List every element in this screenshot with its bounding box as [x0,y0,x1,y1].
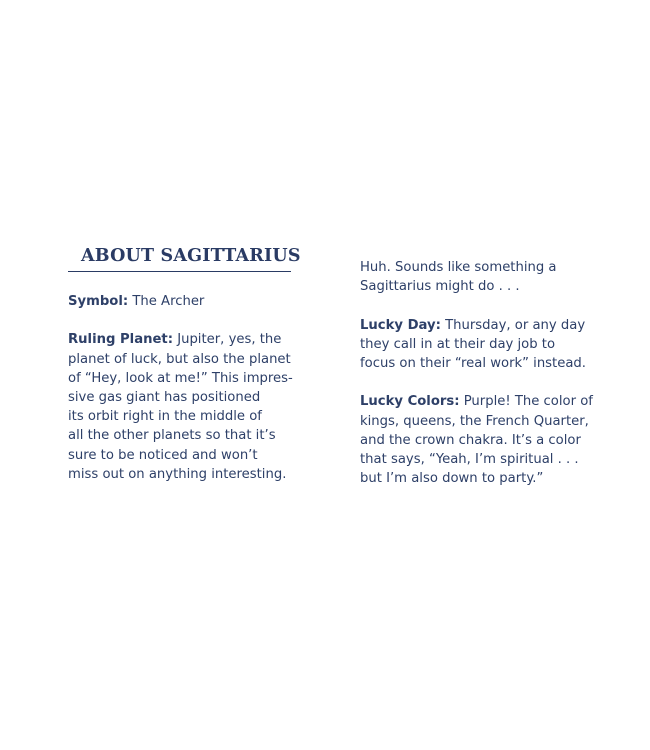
lucky-colors-line: that says, “Yeah, I’m spiritual . . . [360,452,579,467]
ruling-planet-line: all the other planets so that it’s [68,428,276,444]
ruling-planet-line: of “Hey, look at me!” This impres- [68,370,293,386]
lucky-day-label: Lucky Day: [360,317,441,333]
lucky-colors-line [360,392,600,411]
continuation-paragraph [360,258,600,296]
ruling-planet-line: planet of luck, but also the planet [68,351,291,367]
ruling-planet-paragraph [68,330,300,484]
symbol-text: The Archer [128,294,205,309]
symbol-line [68,292,300,311]
ruling-planet-line: sive gas giant has positioned [68,390,261,405]
ruling-planet-line: miss out on anything interesting. [68,466,287,482]
ruling-planet-text: Jupiter, yes, the [173,332,282,348]
lucky-day-line [360,316,600,335]
lucky-colors-line: kings, queens, the French Quarter, [360,413,589,429]
symbol-label: Symbol: [68,294,129,309]
continuation-line: Huh. Sounds like something a [360,260,557,275]
lucky-day-line: focus on their “real work” instead. [360,356,586,371]
ruling-planet-line [68,330,300,349]
symbol-paragraph [68,292,300,311]
right-column [360,258,600,508]
lucky-day-paragraph [360,316,600,374]
ruling-planet-line: its orbit right in the middle of [68,409,262,425]
lucky-colors-paragraph [360,392,600,488]
left-column [68,292,300,503]
continuation-line: Sagittarius might do . . . [360,279,520,295]
lucky-day-text: Thursday, or any day [440,317,586,333]
heading-underline [68,271,291,272]
lucky-colors-line: but I’m also down to party.” [360,471,544,487]
lucky-day-line: they call in at their day job to [360,336,556,352]
section-heading: ABOUT SAGITTARIUS [81,246,301,266]
lucky-colors-text: Purple! The color of [459,394,593,410]
lucky-colors-line: and the crown chakra. It’s a color [360,432,581,448]
ruling-planet-line: sure to be noticed and won’t [68,447,258,463]
lucky-colors-label: Lucky Colors: [360,394,460,410]
ruling-planet-label: Ruling Planet: [68,332,173,348]
